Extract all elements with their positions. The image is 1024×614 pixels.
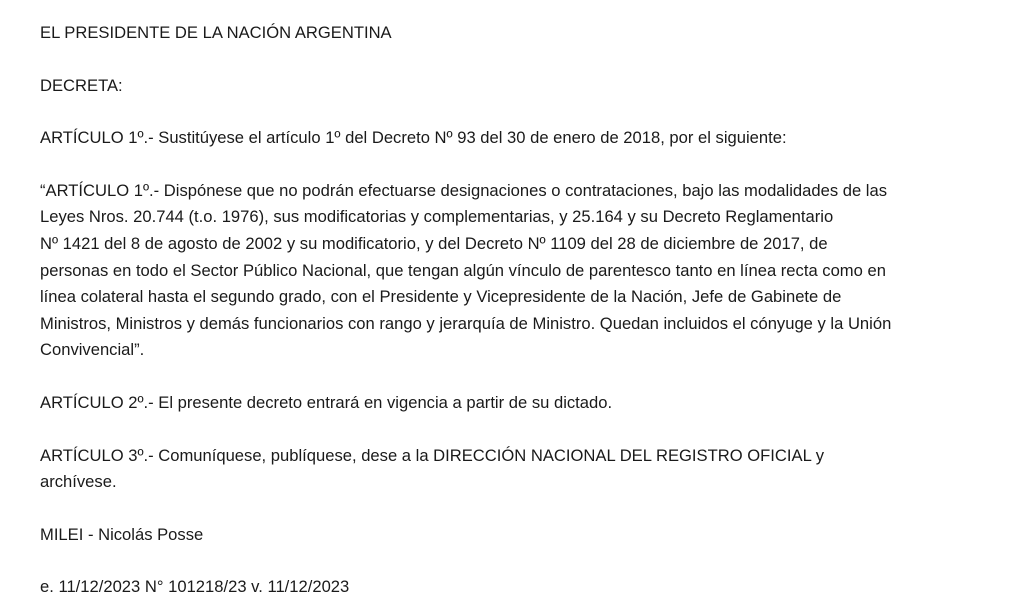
article-1-quoted-line: “ARTÍCULO 1º.- Dispónese que no podrán efectuarse designaciones o contrataciones, bajo las modalidades de las	[40, 180, 888, 200]
article-1-quoted-line: Nº 1421 del 8 de agosto de 2002 y su modificatorio, y del Decreto Nº 1109 del 28 de diciembre de 2017, de	[40, 233, 828, 253]
article-1-quoted-line: Convivencial”.	[40, 340, 145, 360]
publication-info: e. 11/12/2023 N° 101218/23 v. 11/12/2023	[40, 577, 350, 597]
article-1-quoted-text	[40, 178, 994, 364]
article-1-quoted-line: personas en todo el Sector Público Nacional, que tengan algún vínculo de parentesco tanto en línea recta como en	[40, 260, 886, 280]
article-3-line: archívese.	[40, 472, 117, 492]
article-3	[40, 443, 994, 496]
document-header: EL PRESIDENTE DE LA NACIÓN ARGENTINA	[40, 23, 392, 42]
article-1-quoted-line: Ministros, Ministros y demás funcionarios con rango y jerarquía de Ministro. Quedan incluidos el cónyuge y la Unión	[40, 313, 892, 333]
article-2: ARTÍCULO 2º.- El presente decreto entrará en vigencia a partir de su dictado.	[40, 392, 613, 412]
article-3-line: ARTÍCULO 3º.- Comuníquese, publíquese, dese a la DIRECCIÓN NACIONAL DEL REGISTRO OFICIAL y	[40, 445, 825, 465]
article-1-quoted-line: línea colateral hasta el segundo grado, con el Presidente y Vicepresidente de la Nación, Jefe de Gabinete de	[40, 287, 842, 307]
article-1-intro: ARTÍCULO 1º.- Sustitúyese el artículo 1º del Decreto Nº 93 del 30 de enero de 2018, por el siguiente:	[40, 128, 787, 148]
article-1-quoted-line: Leyes Nros. 20.744 (t.o. 1976), sus modificatorias y complementarias, y 25.164 y su Decreto Reglamentario	[40, 207, 834, 227]
decreta-heading: DECRETA:	[40, 75, 123, 95]
signatures: MILEI - Nicolás Posse	[40, 524, 204, 544]
